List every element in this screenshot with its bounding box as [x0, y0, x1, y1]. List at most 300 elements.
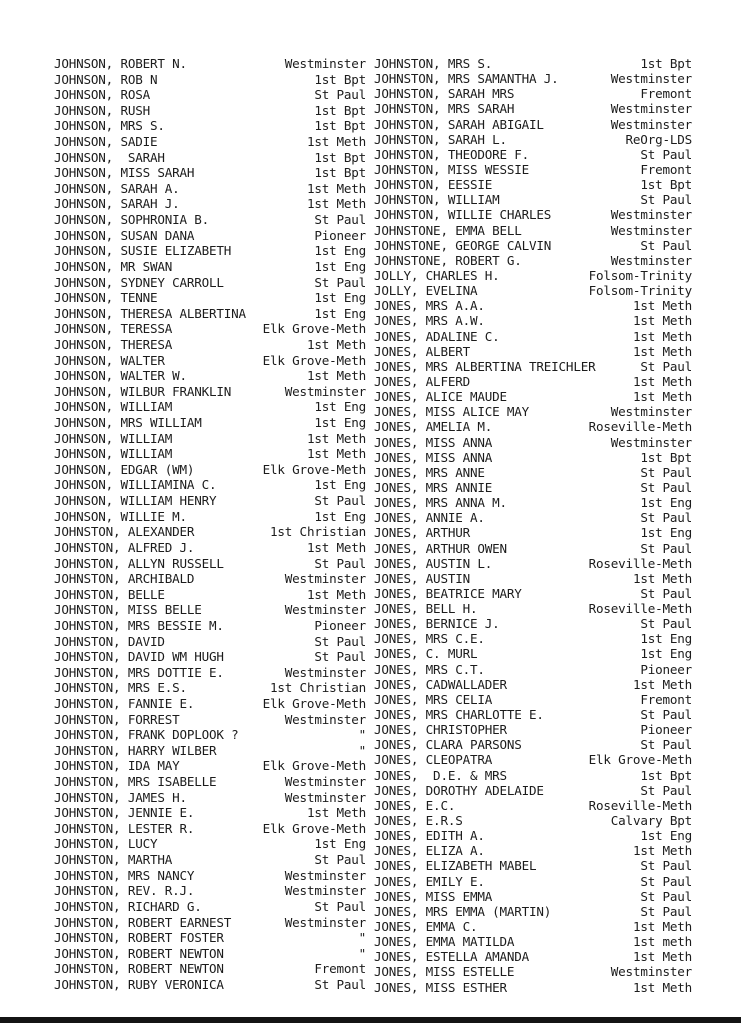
- entry-name: JOHNSTON, MRS SARAH: [374, 101, 515, 117]
- entry-name: JOHNSTON, SARAH MRS: [374, 86, 515, 102]
- entry-church: Westminster: [284, 774, 366, 790]
- entry-church: 1st Meth: [632, 843, 692, 859]
- directory-entry: [374, 904, 692, 919]
- directory-entry: [374, 147, 692, 162]
- directory-entry: [54, 915, 366, 931]
- entry-church: 1st Eng: [640, 495, 692, 511]
- directory-entry: [54, 306, 366, 322]
- entry-church: 1st Meth: [632, 328, 692, 344]
- entry-church: Westminster: [610, 434, 692, 450]
- entry-church: 1st Eng: [314, 258, 366, 274]
- directory-entry: [54, 634, 366, 650]
- directory-entry: [374, 192, 692, 207]
- directory-entry: [374, 313, 692, 328]
- directory-entry: [374, 692, 692, 707]
- directory-entry: [54, 72, 366, 88]
- directory-entry: [54, 87, 366, 103]
- directory-entry: [54, 509, 366, 525]
- directory-entry: [374, 510, 692, 525]
- entry-name: JOHNSTON, ALLYN RUSSELL: [54, 555, 224, 571]
- directory-entry: [374, 71, 692, 86]
- directory-entry: [374, 752, 692, 767]
- entry-name: JONES, MISS EMMA: [374, 888, 493, 904]
- entry-church: 1st Eng: [314, 477, 366, 493]
- entry-church: 1st Meth: [632, 313, 692, 329]
- entry-name: JONES, CADWALLADER: [374, 676, 507, 692]
- entry-church: 1st Meth: [306, 368, 366, 384]
- directory-entry: [54, 446, 366, 462]
- left-column: [54, 56, 366, 993]
- directory-entry: [374, 646, 692, 661]
- entry-church: St Paul: [640, 873, 692, 889]
- entry-name: JOHNSON, SARAH J.: [54, 196, 180, 212]
- entry-church: Westminster: [610, 252, 692, 268]
- directory-entry: [54, 587, 366, 603]
- entry-name: JONES, MRS CHARLOTTE E.: [374, 707, 544, 723]
- entry-name: JOHNSON, SARAH: [54, 149, 165, 165]
- entry-church: Westminster: [610, 71, 692, 87]
- entry-church: St Paul: [314, 633, 366, 649]
- directory-entry: [374, 616, 692, 631]
- directory-entry: [374, 571, 692, 586]
- entry-church: Westminster: [284, 602, 366, 618]
- entry-name: JONES, EMMA MATILDA: [374, 934, 515, 950]
- directory-entry: [374, 419, 692, 434]
- entry-church: Westminster: [284, 867, 366, 883]
- entry-name: JOHNSON, SARAH A.: [54, 180, 180, 196]
- entry-name: JOHNSTON, SARAH ABIGAIL: [374, 116, 544, 132]
- entry-name: JONES, MRS CELIA: [374, 691, 493, 707]
- entry-name: JONES, MISS ESTELLE: [374, 964, 515, 980]
- entry-name: JONES, ALBERT: [374, 343, 470, 359]
- directory-entry: [374, 934, 692, 949]
- entry-name: JOHNSON, MRS S.: [54, 118, 165, 134]
- directory-entry: [374, 828, 692, 843]
- directory-entry: [54, 477, 366, 493]
- directory-entry: [54, 899, 366, 915]
- entry-name: JOHNSTON, IDA MAY: [54, 758, 180, 774]
- directory-entry: [374, 298, 692, 313]
- directory-entry: [374, 117, 692, 132]
- entry-name: JONES, E.C.: [374, 797, 456, 813]
- directory-entry: [54, 384, 366, 400]
- directory-entry: [54, 758, 366, 774]
- entry-name: JOHNSTON, THEODORE F.: [374, 146, 530, 162]
- entry-church: 1st Meth: [306, 180, 366, 196]
- entry-church: 1st Christian: [270, 680, 366, 696]
- directory-entry: [374, 207, 692, 222]
- entry-church: Fremont: [640, 161, 692, 177]
- entry-church: 1st Meth: [632, 343, 692, 359]
- entry-church: 1st Eng: [314, 415, 366, 431]
- directory-entry: [374, 238, 692, 253]
- entry-name: JOHNSTON, MISS WESSIE: [374, 161, 530, 177]
- directory-entry: [54, 868, 366, 884]
- entry-name: JOHNSTON, ARCHIBALD: [54, 571, 195, 587]
- entry-church: Westminster: [610, 404, 692, 420]
- entry-name: JOHNSON, EDGAR (WM): [54, 461, 195, 477]
- entry-church: St Paul: [314, 976, 366, 992]
- directory-entry: [374, 177, 692, 192]
- entry-church: 1st Eng: [640, 525, 692, 541]
- directory-entry: [374, 329, 692, 344]
- directory-entry: [374, 798, 692, 813]
- entry-church: 1st Meth: [306, 586, 366, 602]
- entry-name: JOHNSON, ROB N: [54, 71, 158, 87]
- entry-church: St Paul: [314, 898, 366, 914]
- entry-name: JONES, AUSTIN: [374, 570, 470, 586]
- entry-name: JONES, MRS EMMA (MARTIN): [374, 903, 552, 919]
- entry-name: JOHNSTON, MRS S.: [374, 56, 493, 71]
- directory-entry: [374, 601, 692, 616]
- entry-church: 1st Bpt: [640, 449, 692, 465]
- directory-entry: [374, 858, 692, 873]
- entry-name: JOHNSTON, FANNIE E.: [54, 695, 195, 711]
- entry-name: JONES, MRS A.A.: [374, 298, 485, 314]
- entry-church: Roseville-Meth: [588, 555, 692, 571]
- directory-entry: [54, 150, 366, 166]
- directory-entry: [374, 132, 692, 147]
- entry-church: St Paul: [640, 358, 692, 374]
- directory-entry: [374, 813, 692, 828]
- entry-name: JOHNSTON, LUCY: [54, 836, 158, 852]
- entry-name: JONES, ALFERD: [374, 373, 470, 389]
- entry-church: 1st Meth: [306, 430, 366, 446]
- entry-name: JOHNSON, WALTER: [54, 352, 165, 368]
- directory-entry: [54, 540, 366, 556]
- entry-name: JOHNSON, WILLIAM: [54, 399, 173, 415]
- directory-entry: [374, 344, 692, 359]
- directory-entry: [374, 677, 692, 692]
- entry-name: JOLLY, CHARLES H.: [374, 267, 500, 283]
- entry-name: JOHNSTON, ROBERT NEWTON: [54, 945, 224, 961]
- entry-name: JONES, BELL H.: [374, 601, 478, 617]
- entry-name: JOHNSON, WALTER W.: [54, 368, 187, 384]
- entry-church: ": [358, 742, 366, 758]
- entry-church: 1st Meth: [632, 979, 692, 995]
- entry-church: 1st Meth: [632, 676, 692, 692]
- entry-name: JONES, E.R.S: [374, 813, 463, 829]
- directory-entry: [374, 919, 692, 934]
- directory-entry: [374, 949, 692, 964]
- entry-church: Calvary Bpt: [610, 813, 692, 829]
- entry-church: St Paul: [640, 585, 692, 601]
- entry-name: JOHNSON, WILLIAM: [54, 446, 173, 462]
- entry-name: JONES, ARTHUR: [374, 525, 470, 541]
- entry-church: St Paul: [640, 903, 692, 919]
- entry-church: 1st Eng: [640, 631, 692, 647]
- entry-church: Folsom-Trinity: [588, 267, 692, 283]
- directory-entry: [54, 368, 366, 384]
- directory-entry: [54, 930, 366, 946]
- directory-entry: [54, 431, 366, 447]
- entry-church: 1st Meth: [632, 570, 692, 586]
- directory-entry: [54, 680, 366, 696]
- entry-church: ": [358, 727, 366, 743]
- entry-church: 1st Meth: [306, 196, 366, 212]
- entry-church: Elk Grove-Meth: [262, 695, 366, 711]
- directory-entry: [54, 353, 366, 369]
- entry-church: ReOrg-LDS: [625, 131, 692, 147]
- entry-name: JOHNSON, WILLIE M.: [54, 508, 187, 524]
- directory-entry: [54, 602, 366, 618]
- directory-entry: [54, 228, 366, 244]
- entry-church: Westminster: [610, 101, 692, 117]
- directory-entry: [54, 212, 366, 228]
- entry-name: JOHNSTON, MRS NANCY: [54, 867, 195, 883]
- entry-name: JONES, MRS ALBERTINA TREICHLER: [374, 358, 596, 374]
- directory-entry: [54, 665, 366, 681]
- directory-entry: [54, 696, 366, 712]
- entry-name: JONES, MISS ALICE MAY: [374, 404, 530, 420]
- directory-entry: [374, 389, 692, 404]
- directory-entry: [374, 722, 692, 737]
- entry-church: Elk Grove-Meth: [262, 820, 366, 836]
- entry-name: JOHNSTONE, GEORGE CALVIN: [374, 237, 552, 253]
- entry-name: JONES, MRS A.W.: [374, 313, 485, 329]
- entry-church: Elk Grove-Meth: [262, 352, 366, 368]
- directory-entry: [54, 196, 366, 212]
- entry-name: JONES, CHRISTOPHER: [374, 722, 507, 738]
- entry-name: JONES, EMILY E.: [374, 873, 485, 889]
- directory-entry: [54, 56, 366, 72]
- entry-name: JOHNSTON, WILLIE CHARLES: [374, 207, 552, 223]
- directory-entry: [54, 290, 366, 306]
- entry-church: Westminster: [284, 789, 366, 805]
- entry-name: JOHNSTON, ROBERT EARNEST: [54, 914, 232, 930]
- entry-name: JONES, ARTHUR OWEN: [374, 540, 507, 556]
- entry-church: 1st Bpt: [640, 56, 692, 71]
- directory-entry: [54, 399, 366, 415]
- entry-name: JOHNSTON, SARAH L.: [374, 131, 507, 147]
- directory-entry: [54, 275, 366, 291]
- directory-entry: [374, 56, 692, 71]
- entry-name: JOHNSTON, HARRY WILBER: [54, 742, 217, 758]
- entry-church: 1st Meth: [632, 373, 692, 389]
- directory-entry: [374, 283, 692, 298]
- entry-name: JONES, MRS ANNIE: [374, 479, 493, 495]
- entry-church: Westminster: [610, 222, 692, 238]
- entry-name: JOHNSON, TERESSA: [54, 321, 173, 337]
- entry-church: 1st Bpt: [314, 102, 366, 118]
- directory-entry: [374, 450, 692, 465]
- entry-church: Pioneer: [314, 227, 366, 243]
- entry-name: JOHNSON, ROBERT N.: [54, 56, 187, 71]
- entry-name: JONES, MRS C.T.: [374, 661, 485, 677]
- entry-name: JOHNSTON, ROBERT FOSTER: [54, 930, 224, 946]
- entry-church: 1st Eng: [314, 243, 366, 259]
- entry-church: St Paul: [640, 510, 692, 526]
- entry-church: Folsom-Trinity: [588, 283, 692, 299]
- entry-church: St Paul: [640, 146, 692, 162]
- entry-name: JONES, D.E. & MRS: [374, 767, 507, 783]
- directory-entry: [54, 556, 366, 572]
- entry-church: 1st Bpt: [314, 118, 366, 134]
- directory-entry: [54, 790, 366, 806]
- directory-entry: [374, 783, 692, 798]
- entry-name: JOHNSTON, BELLE: [54, 586, 165, 602]
- entry-church: ": [358, 930, 366, 946]
- entry-name: JONES, EMMA C.: [374, 919, 478, 935]
- entry-name: JONES, C. MURL: [374, 646, 478, 662]
- entry-church: 1st Eng: [314, 836, 366, 852]
- entry-name: JOHNSTON, MRS BESSIE M.: [54, 617, 224, 633]
- entry-name: JOHNSTON, ALFRED J.: [54, 539, 195, 555]
- directory-entry: [374, 268, 692, 283]
- entry-name: JOHNSTON, RUBY VERONICA: [54, 976, 224, 992]
- entry-name: JOHNSTON, RICHARD G.: [54, 898, 202, 914]
- entry-church: St Paul: [640, 540, 692, 556]
- entry-name: JONES, MRS C.E.: [374, 631, 485, 647]
- entry-church: St Paul: [640, 737, 692, 753]
- directory-entry: [54, 821, 366, 837]
- right-column: [374, 56, 692, 995]
- entry-name: JOHNSTON, MARTHA: [54, 852, 173, 868]
- directory-entry: [374, 874, 692, 889]
- entry-church: 1st Bpt: [314, 71, 366, 87]
- entry-name: JONES, BEATRICE MARY: [374, 585, 522, 601]
- directory-entry: [374, 86, 692, 101]
- entry-church: Westminster: [284, 914, 366, 930]
- entry-church: St Paul: [640, 707, 692, 723]
- entry-church: Fremont: [640, 691, 692, 707]
- entry-name: JOHNSTON, REV. R.J.: [54, 883, 195, 899]
- entry-name: JOHNSTON, FORREST: [54, 711, 180, 727]
- directory-entry: [374, 374, 692, 389]
- entry-church: 1st Meth: [632, 389, 692, 405]
- entry-church: Roseville-Meth: [588, 797, 692, 813]
- entry-name: JOHNSTON, EESSIE: [374, 177, 493, 193]
- entry-name: JOHNSON, WILLIAM: [54, 430, 173, 446]
- directory-entry: [54, 337, 366, 353]
- directory-entry: [54, 415, 366, 431]
- entry-name: JOHNSON, SYDNEY CARROLL: [54, 274, 224, 290]
- directory-entry: [374, 480, 692, 495]
- entry-name: JONES, BERNICE J.: [374, 616, 500, 632]
- entry-name: JONES, ADALINE C.: [374, 328, 500, 344]
- entry-name: JONES, DOROTHY ADELAIDE: [374, 782, 544, 798]
- entry-church: ": [358, 945, 366, 961]
- entry-church: Fremont: [314, 961, 366, 977]
- entry-name: JOHNSON, WILLIAMINA C.: [54, 477, 217, 493]
- entry-church: St Paul: [640, 888, 692, 904]
- entry-name: JONES, MISS ANNA: [374, 434, 493, 450]
- entry-name: JONES, ALICE MAUDE: [374, 389, 507, 405]
- entry-church: 1st Meth: [306, 134, 366, 150]
- directory-entry: [374, 465, 692, 480]
- entry-name: JONES, AUSTIN L.: [374, 555, 493, 571]
- entry-name: JOHNSON, MISS SARAH: [54, 165, 195, 181]
- directory-entry: [374, 162, 692, 177]
- entry-church: 1st Meth: [632, 298, 692, 314]
- directory-entry: [374, 435, 692, 450]
- entry-name: JOHNSON, ROSA: [54, 87, 150, 103]
- entry-name: JOHNSTON, JENNIE E.: [54, 805, 195, 821]
- directory-entry: [374, 964, 692, 979]
- directory-entry: [374, 359, 692, 374]
- entry-name: JOHNSTON, MRS E.S.: [54, 680, 187, 696]
- directory-entry: [54, 571, 366, 587]
- entry-name: JOHNSON, SADIE: [54, 134, 158, 150]
- entry-name: JOHNSTON, MRS SAMANTHA J.: [374, 71, 559, 87]
- entry-church: Westminster: [610, 207, 692, 223]
- entry-name: JOHNSON, THERESA: [54, 336, 173, 352]
- entry-church: Fremont: [640, 86, 692, 102]
- entry-church: St Paul: [640, 858, 692, 874]
- entry-church: St Paul: [314, 212, 366, 228]
- entry-church: St Paul: [640, 237, 692, 253]
- directory-entry: [54, 649, 366, 665]
- entry-church: Roseville-Meth: [588, 601, 692, 617]
- entry-church: 1st Eng: [640, 646, 692, 662]
- directory-entry: [374, 404, 692, 419]
- entry-name: JOHNSTON, WILLIAM: [374, 192, 500, 208]
- directory-entry: [374, 662, 692, 677]
- entry-name: JONES, ESTELLA AMANDA: [374, 949, 530, 965]
- entry-church: Westminster: [284, 711, 366, 727]
- entry-church: 1st Christian: [270, 524, 366, 540]
- entry-name: JOHNSON, MRS WILLIAM: [54, 415, 202, 431]
- entry-name: JOLLY, EVELINA: [374, 283, 478, 299]
- directory-entry: [54, 836, 366, 852]
- entry-church: Roseville-Meth: [588, 419, 692, 435]
- entry-church: 1st meth: [632, 934, 692, 950]
- entry-church: Westminster: [284, 383, 366, 399]
- directory-entry: [54, 118, 366, 134]
- entry-church: St Paul: [314, 274, 366, 290]
- entry-name: JOHNSON, TENNE: [54, 290, 158, 306]
- entry-name: JOHNSON, WILBUR FRANKLIN: [54, 383, 232, 399]
- entry-church: St Paul: [640, 479, 692, 495]
- entry-church: St Paul: [314, 493, 366, 509]
- entry-church: St Paul: [640, 782, 692, 798]
- directory-entry: [54, 946, 366, 962]
- entry-name: JOHNSTONE, ROBERT G.: [374, 252, 522, 268]
- directory-entry: [54, 493, 366, 509]
- entry-church: Pioneer: [640, 661, 692, 677]
- entry-church: St Paul: [640, 464, 692, 480]
- entry-church: 1st Eng: [314, 508, 366, 524]
- entry-church: Elk Grove-Meth: [588, 752, 692, 768]
- directory-entry: [54, 243, 366, 259]
- entry-church: Pioneer: [640, 722, 692, 738]
- directory-entry: [374, 889, 692, 904]
- entry-church: 1st Meth: [632, 919, 692, 935]
- entry-name: JONES, CLEOPATRA: [374, 752, 493, 768]
- directory-entry: [374, 495, 692, 510]
- directory-entry: [54, 165, 366, 181]
- entry-church: 1st Eng: [314, 399, 366, 415]
- entry-name: JONES, MRS ANNE: [374, 464, 485, 480]
- entry-name: JOHNSTON, MRS DOTTIE E.: [54, 664, 224, 680]
- directory-entry: [374, 586, 692, 601]
- entry-church: 1st Bpt: [640, 767, 692, 783]
- directory-entry: [374, 101, 692, 116]
- entry-church: 1st Bpt: [314, 165, 366, 181]
- entry-name: JOHNSTON, MRS ISABELLE: [54, 774, 217, 790]
- directory-entry: [54, 977, 366, 993]
- entry-name: JOHNSTONE, EMMA BELL: [374, 222, 522, 238]
- entry-church: 1st Bpt: [640, 177, 692, 193]
- entry-church: 1st Meth: [306, 446, 366, 462]
- entry-church: Westminster: [284, 56, 366, 71]
- page-bottom-edge: [0, 1017, 741, 1023]
- entry-name: JOHNSTON, FRANK DOPLOOK ?: [54, 727, 239, 743]
- entry-name: JOHNSTON, JAMES H.: [54, 789, 187, 805]
- directory-entry: [54, 524, 366, 540]
- entry-church: 1st Meth: [306, 539, 366, 555]
- entry-name: JONES, MISS ESTHER: [374, 979, 507, 995]
